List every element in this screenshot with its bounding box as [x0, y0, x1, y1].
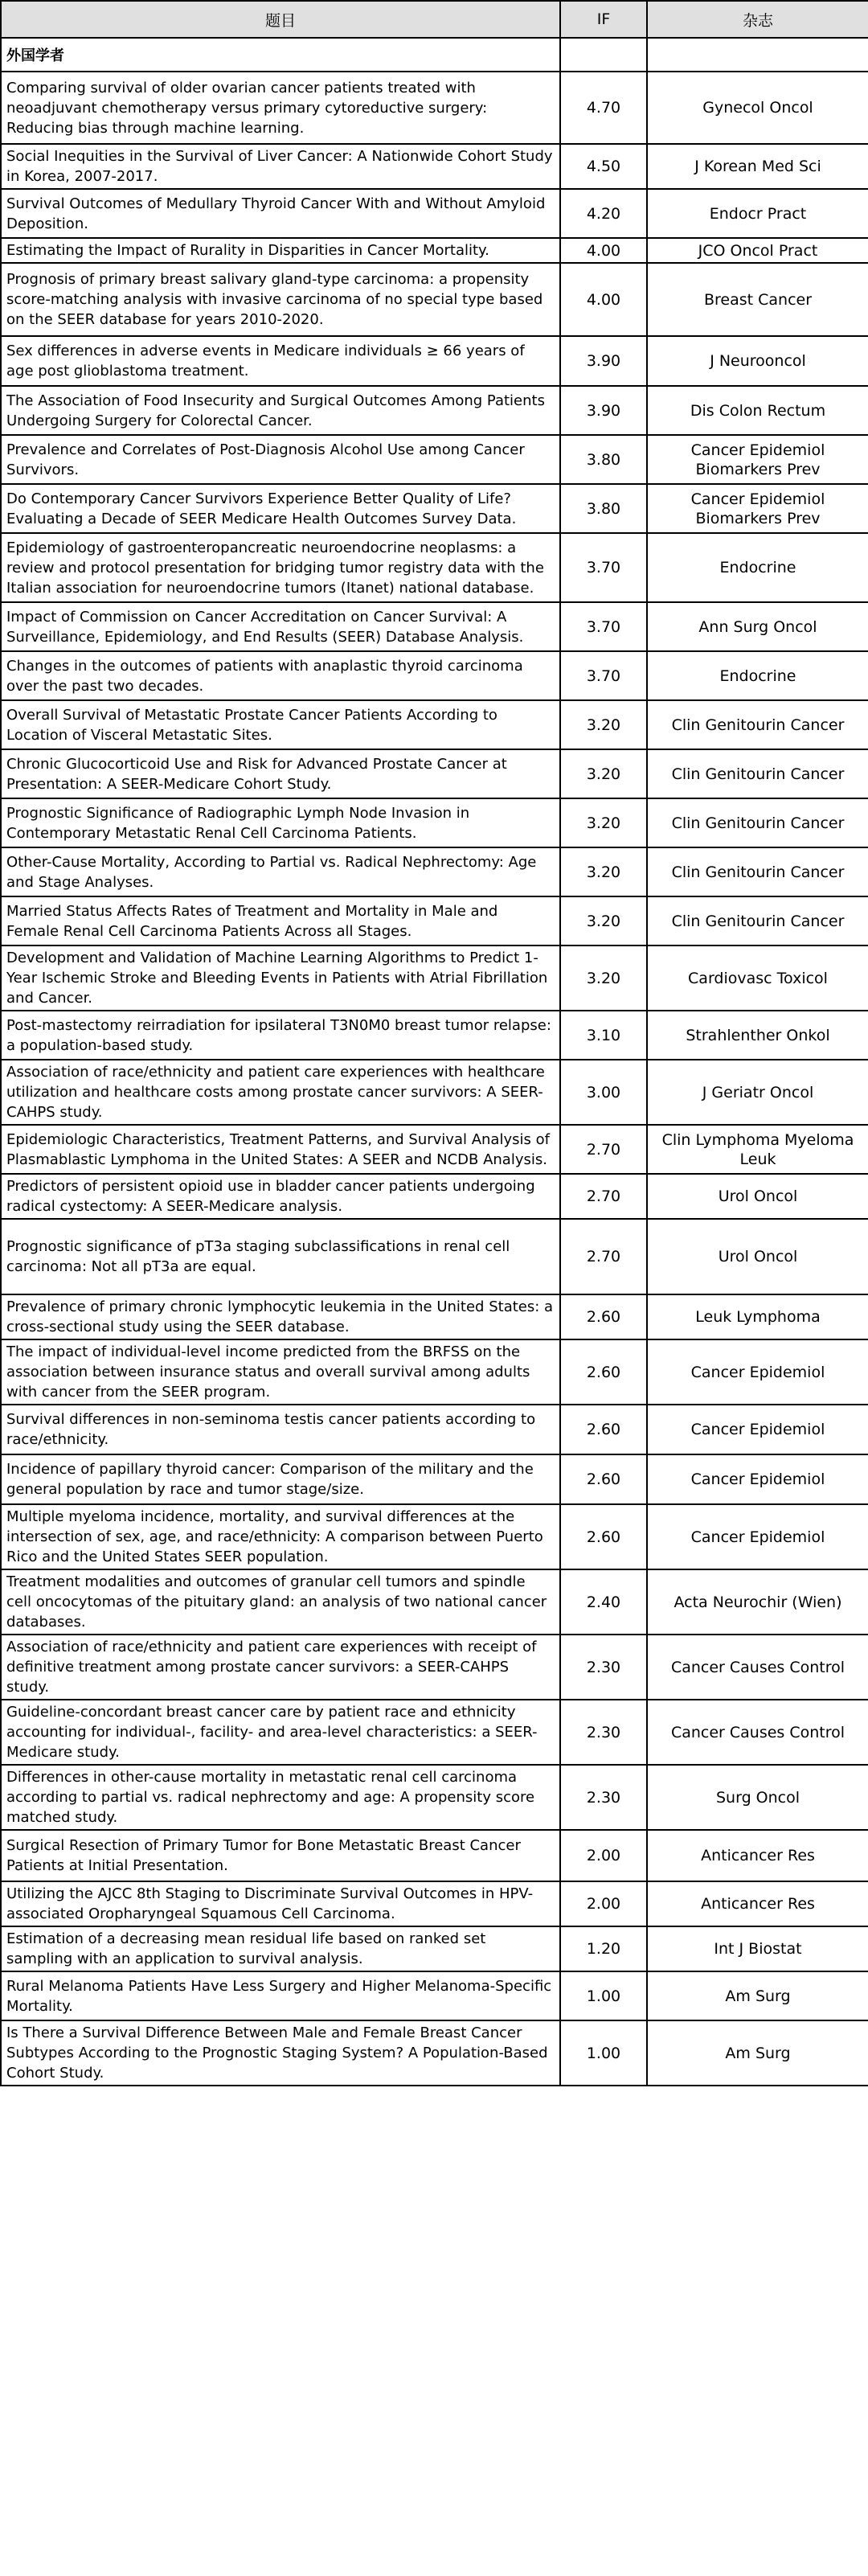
paper-title: Estimating the Impact of Rurality in Disparities in Cancer Mortality.	[1, 238, 560, 263]
section-empty-cell	[560, 38, 647, 72]
impact-factor: 3.90	[560, 386, 647, 435]
journal-name: Am Surg	[647, 1971, 868, 2020]
journal-name: Clin Genitourin Cancer	[647, 847, 868, 896]
section-label: 外国学者	[1, 38, 560, 72]
paper-title: Predictors of persistent opioid use in bladder cancer patients undergoing radical cystectomy: A SEER-Medicare analysis.	[1, 1174, 560, 1219]
journal-name: Surg Oncol	[647, 1765, 868, 1830]
impact-factor: 2.60	[560, 1504, 647, 1569]
paper-title: Other-Cause Mortality, According to Partial vs. Radical Nephrectomy: Age and Stage Analyses.	[1, 847, 560, 896]
impact-factor: 4.50	[560, 144, 647, 189]
table-row	[1, 1881, 868, 1926]
paper-title: Estimation of a decreasing mean residual life based on ranked set sampling with an application to survival analysis.	[1, 1926, 560, 1971]
impact-factor: 2.70	[560, 1219, 647, 1294]
impact-factor: 3.20	[560, 749, 647, 798]
table-row	[1, 1454, 868, 1504]
impact-factor: 2.60	[560, 1339, 647, 1405]
paper-title: Social Inequities in the Survival of Liver Cancer: A Nationwide Cohort Study in Korea, 2007-2017.	[1, 144, 560, 189]
table-row	[1, 484, 868, 533]
journal-name: Breast Cancer	[647, 263, 868, 336]
paper-title: Multiple myeloma incidence, mortality, and survival differences at the intersection of sex, age, and race/ethnicity: A comparison between Puerto Rico and the United States SEER population.	[1, 1504, 560, 1569]
paper-title: Impact of Commission on Cancer Accreditation on Cancer Survival: A Surveillance, Epidemiology, and End Results (SEER) Database Analysis.	[1, 602, 560, 651]
journal-name: Cancer Causes Control	[647, 1635, 868, 1700]
paper-title: Prevalence of primary chronic lymphocytic leukemia in the United States: a cross-sectional study using the SEER database.	[1, 1294, 560, 1339]
paper-title: Guideline-concordant breast cancer care by patient race and ethnicity accounting for individual-, facility- and area-level characteristics: a SEER-Medicare study.	[1, 1700, 560, 1765]
paper-title: Association of race/ethnicity and patient care experiences with receipt of definitive treatment among prostate cancer survivors: a SEER-CAHPS study.	[1, 1635, 560, 1700]
journal-name: Int J Biostat	[647, 1926, 868, 1971]
journal-name: Cancer Epidemiol Biomarkers Prev	[647, 484, 868, 533]
paper-title: Prognostic Significance of Radiographic Lymph Node Invasion in Contemporary Metastatic Renal Cell Carcinoma Patients.	[1, 798, 560, 847]
impact-factor: 3.80	[560, 484, 647, 533]
paper-title: Survival differences in non-seminoma testis cancer patients according to race/ethnicity.	[1, 1405, 560, 1454]
journal-name: J Neurooncol	[647, 336, 868, 386]
journal-name: Gynecol Oncol	[647, 72, 868, 144]
table-row	[1, 435, 868, 484]
if-column-header: IF	[560, 1, 647, 38]
table-row	[1, 1926, 868, 1971]
impact-factor: 1.00	[560, 2020, 647, 2086]
impact-factor: 3.20	[560, 847, 647, 896]
impact-factor: 4.70	[560, 72, 647, 144]
impact-factor: 2.30	[560, 1765, 647, 1830]
journal-name: Endocr Pract	[647, 189, 868, 238]
table-row	[1, 72, 868, 144]
journal-name: Ann Surg Oncol	[647, 602, 868, 651]
paper-title: Differences in other-cause mortality in metastatic renal cell carcinoma according to partial vs. radical nephrectomy and age: A propensity score matched study.	[1, 1765, 560, 1830]
paper-title: Rural Melanoma Patients Have Less Surgery and Higher Melanoma-Specific Mortality.	[1, 1971, 560, 2020]
impact-factor: 3.80	[560, 435, 647, 484]
table-row	[1, 1405, 868, 1454]
impact-factor: 2.30	[560, 1635, 647, 1700]
paper-title: Chronic Glucocorticoid Use and Risk for Advanced Prostate Cancer at Presentation: A SEER-Medicare Cohort Study.	[1, 749, 560, 798]
paper-title: Development and Validation of Machine Learning Algorithms to Predict 1-Year Ischemic Stroke and Bleeding Events in Patients with Atrial Fibrillation and Cancer.	[1, 945, 560, 1011]
paper-title: Prevalence and Correlates of Post-Diagnosis Alcohol Use among Cancer Survivors.	[1, 435, 560, 484]
impact-factor: 3.90	[560, 336, 647, 386]
paper-title: Sex differences in adverse events in Medicare individuals ≥ 66 years of age post glioblastoma treatment.	[1, 336, 560, 386]
impact-factor: 2.70	[560, 1174, 647, 1219]
journal-name: J Korean Med Sci	[647, 144, 868, 189]
table-row	[1, 1971, 868, 2020]
table-row	[1, 896, 868, 945]
journal-name: Endocrine	[647, 651, 868, 700]
table-row	[1, 1700, 868, 1765]
table-row	[1, 651, 868, 700]
paper-title: The impact of individual-level income predicted from the BRFSS on the association between insurance status and overall survival among adults with cancer from the SEER program.	[1, 1339, 560, 1405]
journal-name: Cancer Epidemiol	[647, 1504, 868, 1569]
journal-name: Urol Oncol	[647, 1219, 868, 1294]
impact-factor: 3.20	[560, 945, 647, 1011]
section-empty-cell	[647, 38, 868, 72]
journal-name: Cancer Epidemiol	[647, 1405, 868, 1454]
journal-column-header: 杂志	[647, 1, 868, 38]
impact-factor: 2.60	[560, 1294, 647, 1339]
impact-factor: 4.00	[560, 263, 647, 336]
table-row	[1, 798, 868, 847]
paper-title: Prognosis of primary breast salivary gland-type carcinoma: a propensity score-matching analysis with invasive carcinoma of no special type based on the SEER database for years 2010-2020.	[1, 263, 560, 336]
table-row	[1, 1569, 868, 1635]
impact-factor: 4.00	[560, 238, 647, 263]
section-row	[1, 38, 868, 72]
paper-title: Surgical Resection of Primary Tumor for Bone Metastatic Breast Cancer Patients at Initial Presentation.	[1, 1830, 560, 1881]
paper-title: Treatment modalities and outcomes of granular cell tumors and spindle cell oncocytomas of the pituitary gland: an analysis of two national cancer databases.	[1, 1569, 560, 1635]
table-row	[1, 1635, 868, 1700]
table-row	[1, 386, 868, 435]
impact-factor: 2.30	[560, 1700, 647, 1765]
impact-factor: 4.20	[560, 189, 647, 238]
journal-name: Leuk Lymphoma	[647, 1294, 868, 1339]
table-row	[1, 189, 868, 238]
table-row	[1, 2020, 868, 2086]
impact-factor: 3.70	[560, 651, 647, 700]
journal-name: Dis Colon Rectum	[647, 386, 868, 435]
journal-name: Acta Neurochir (Wien)	[647, 1569, 868, 1635]
impact-factor: 2.00	[560, 1830, 647, 1881]
paper-title: Post-mastectomy reirradiation for ipsilateral T3N0M0 breast tumor relapse: a population-based study.	[1, 1011, 560, 1060]
journal-name: Cancer Epidemiol	[647, 1339, 868, 1405]
table-row	[1, 533, 868, 602]
journal-name: JCO Oncol Pract	[647, 238, 868, 263]
journal-name: Cancer Epidemiol	[647, 1454, 868, 1504]
journal-name: Anticancer Res	[647, 1830, 868, 1881]
paper-title: Utilizing the AJCC 8th Staging to Discriminate Survival Outcomes in HPV-associated Oropharyngeal Squamous Cell Carcinoma.	[1, 1881, 560, 1926]
paper-title: Epidemiology of gastroenteropancreatic neuroendocrine neoplasms: a review and protocol presentation for bridging tumor registry data with the Italian association for neuroendocrine tumors (Itanet) national database.	[1, 533, 560, 602]
journal-name: Cardiovasc Toxicol	[647, 945, 868, 1011]
impact-factor: 2.60	[560, 1454, 647, 1504]
paper-title: Changes in the outcomes of patients with anaplastic thyroid carcinoma over the past two decades.	[1, 651, 560, 700]
table-row	[1, 1125, 868, 1174]
journal-name: Clin Genitourin Cancer	[647, 700, 868, 749]
journal-name: Am Surg	[647, 2020, 868, 2086]
impact-factor: 3.20	[560, 798, 647, 847]
journal-name: Clin Genitourin Cancer	[647, 798, 868, 847]
paper-title: The Association of Food Insecurity and Surgical Outcomes Among Patients Undergoing Surgery for Colorectal Cancer.	[1, 386, 560, 435]
paper-title: Married Status Affects Rates of Treatment and Mortality in Male and Female Renal Cell Carcinoma Patients Across all Stages.	[1, 896, 560, 945]
table-row	[1, 238, 868, 263]
impact-factor: 3.70	[560, 533, 647, 602]
impact-factor: 2.00	[560, 1881, 647, 1926]
table-row	[1, 1339, 868, 1405]
journal-name: Cancer Causes Control	[647, 1700, 868, 1765]
table-row	[1, 700, 868, 749]
journal-name: Anticancer Res	[647, 1881, 868, 1926]
journal-name: Clin Lymphoma Myeloma Leuk	[647, 1125, 868, 1174]
impact-factor: 3.70	[560, 602, 647, 651]
table-row	[1, 1830, 868, 1881]
paper-title: Survival Outcomes of Medullary Thyroid Cancer With and Without Amyloid Deposition.	[1, 189, 560, 238]
journal-name: Strahlenther Onkol	[647, 1011, 868, 1060]
table-row	[1, 749, 868, 798]
impact-factor: 2.70	[560, 1125, 647, 1174]
paper-title: Epidemiologic Characteristics, Treatment Patterns, and Survival Analysis of Plasmablastic Lymphoma in the United States: A SEER and NCDB Analysis.	[1, 1125, 560, 1174]
header-row	[1, 1, 868, 38]
paper-title: Incidence of papillary thyroid cancer: Comparison of the military and the general population by race and tumor stage/size.	[1, 1454, 560, 1504]
table-body	[1, 38, 868, 2086]
journal-name: Clin Genitourin Cancer	[647, 749, 868, 798]
table-row	[1, 1174, 868, 1219]
journal-name: J Geriatr Oncol	[647, 1060, 868, 1125]
paper-title: Prognostic significance of pT3a staging subclassifications in renal cell carcinoma: Not all pT3a are equal.	[1, 1219, 560, 1294]
journal-name: Urol Oncol	[647, 1174, 868, 1219]
impact-factor: 2.60	[560, 1405, 647, 1454]
table-row	[1, 847, 868, 896]
paper-title: Overall Survival of Metastatic Prostate Cancer Patients According to Location of Visceral Metastatic Sites.	[1, 700, 560, 749]
journal-name: Endocrine	[647, 533, 868, 602]
journal-name: Clin Genitourin Cancer	[647, 896, 868, 945]
paper-title: Do Contemporary Cancer Survivors Experience Better Quality of Life? Evaluating a Decade of SEER Medicare Health Outcomes Survey Data.	[1, 484, 560, 533]
paper-title: Is There a Survival Difference Between Male and Female Breast Cancer Subtypes According to the Prognostic Staging System? A Population-Based Cohort Study.	[1, 2020, 560, 2086]
table-row	[1, 336, 868, 386]
table-row	[1, 1011, 868, 1060]
table-row	[1, 263, 868, 336]
impact-factor: 3.10	[560, 1011, 647, 1060]
impact-factor: 3.20	[560, 700, 647, 749]
impact-factor: 1.20	[560, 1926, 647, 1971]
impact-factor: 1.00	[560, 1971, 647, 2020]
table-row	[1, 945, 868, 1011]
table-row	[1, 1765, 868, 1830]
journal-name: Cancer Epidemiol Biomarkers Prev	[647, 435, 868, 484]
table-row	[1, 1219, 868, 1294]
table-row	[1, 1504, 868, 1569]
paper-title: Association of race/ethnicity and patient care experiences with healthcare utilization and healthcare costs among prostate cancer survivors: A SEER-CAHPS study.	[1, 1060, 560, 1125]
impact-factor: 2.40	[560, 1569, 647, 1635]
table-row	[1, 602, 868, 651]
table-row	[1, 1060, 868, 1125]
impact-factor: 3.20	[560, 896, 647, 945]
impact-factor: 3.00	[560, 1060, 647, 1125]
paper-title: Comparing survival of older ovarian cancer patients treated with neoadjuvant chemotherapy versus primary cytoreductive surgery: Reducing bias through machine learning.	[1, 72, 560, 144]
table-row	[1, 144, 868, 189]
table-row	[1, 1294, 868, 1339]
title-column-header: 题目	[1, 1, 560, 38]
